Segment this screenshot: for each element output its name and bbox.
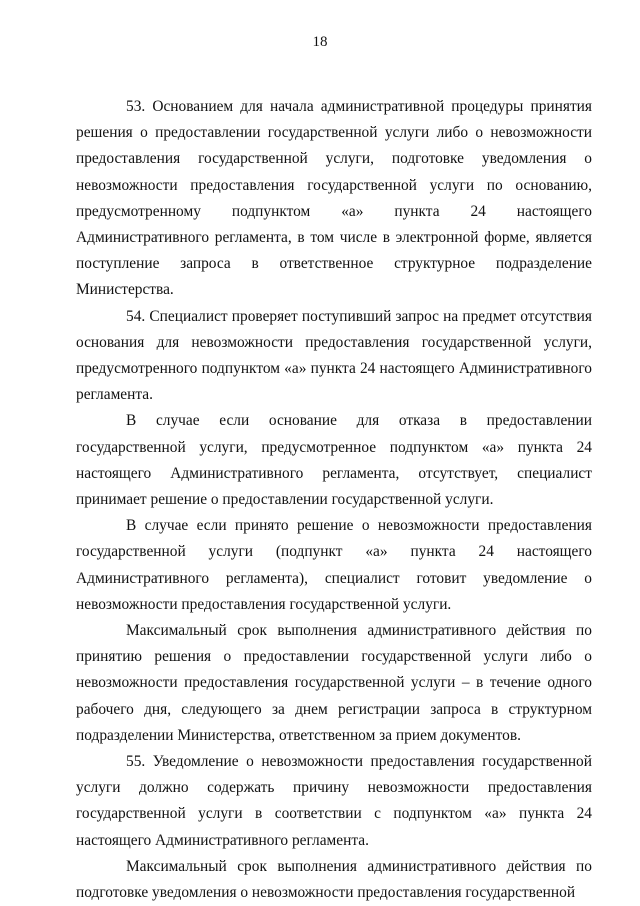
paragraph-max-term-decision: Максимальный срок выполнения административного действия по принятию решения о предоставлении государственной услуги либо о невозможности предоставления государственной услуги – в течение одного рабочего дня, следующего за днем регистрации запроса в структурном подразделении Министерства, ответственном за прием документов. <box>76 622 592 744</box>
paragraph-impossibility-decision: В случае если принято решение о невозможности предоставления государственной услуги (подпункт «а» пункта 24 настоящего Административного регламента), специалист готовит уведомление о невозможности предоставления государственной услуги. <box>76 517 592 613</box>
paragraph-no-refusal-grounds: В случае если основание для отказа в предоставлении государственной услуги, предусмотренное подпунктом «а» пункта 24 настоящего Административного регламента, отсутствует, специалист принимает решение о предоставлении государственной услуги. <box>76 412 592 509</box>
paragraph-54: 54. Специалист проверяет поступивший запрос на предмет отсутствия основания для невозможности предоставления государственной услуги, предусмотренного подпунктом «а» пункта 24 настоящего Административного регламента. <box>76 307 592 404</box>
paragraph-max-term-notification: Максимальный срок выполнения административного действия по подготовке уведомления о невозможности предоставления государственной <box>76 857 592 902</box>
document-body <box>76 94 592 906</box>
paragraph-53: 53. Основанием для начала административной процедуры принятия решения о предоставлении государственной услуги либо о невозможности предоставления государственной услуги, подготовке уведомления о невозможности предоставления государственной услуги по основанию, предусмотренному подпунктом «а» пункта 24 настоящего Административного регламента, в том числе в электронной форме, является поступление запроса в ответственное структурное подразделение Министерства. <box>76 98 592 299</box>
page-number: 18 <box>312 34 328 50</box>
paragraph-55: 55. Уведомление о невозможности предоставления государственной услуги должно содержать причину невозможности предоставления государственной услуги в соответствии с подпунктом «а» пункта 24 настоящего Административного регламента. <box>76 753 592 849</box>
